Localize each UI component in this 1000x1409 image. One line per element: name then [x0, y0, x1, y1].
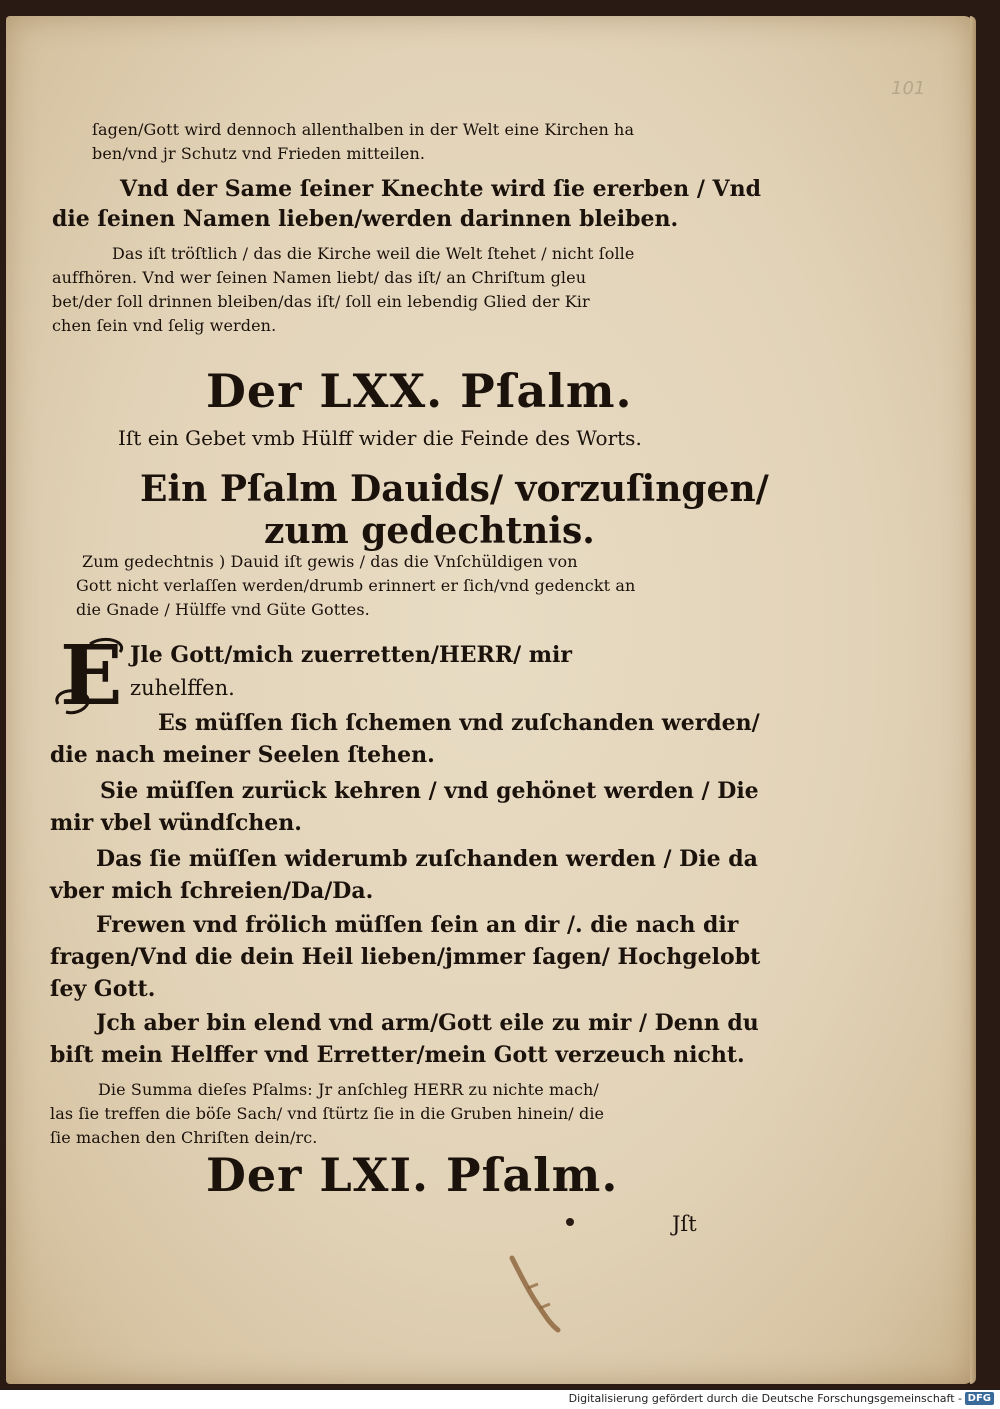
gloss-line: die Gnade / Hülffe vnd Güte Gottes.: [76, 600, 370, 619]
verse-line: die nach meiner Seelen ſtehen.: [50, 742, 435, 768]
verse-line: Frewen vnd frölich müſſen ſein an dir /. die nach dir: [96, 912, 739, 938]
gloss-line: Zum gedechtnis ) Dauid iſt gewis / das die Vnſchüldigen von: [82, 552, 578, 571]
initial-letter: E: [60, 628, 123, 724]
verse-line: Jch aber bin elend vnd arm/Gott eile zu mir / Denn du: [96, 1010, 759, 1036]
funding-notice: Digitalisierung gefördert durch die Deutsche Forschungsgemeinschaft -: [568, 1392, 962, 1405]
text-line: ben/vnd jr Schutz vnd Frieden mitteilen.: [92, 144, 426, 163]
verse-line: Es müſſen ſich ſchemen vnd zuſchanden werden/: [158, 710, 760, 736]
psalm-heading: Der LXX. Pſalm.: [206, 364, 633, 418]
verse-line: vber mich ſchreien/Da/Da.: [50, 878, 374, 904]
next-psalm-heading: Der LXI. Pſalm.: [206, 1148, 619, 1202]
psalm-title-line: Ein Pſalm Dauids/ vorzuſingen/: [140, 468, 769, 510]
summary-line: las ſie treffen die böſe Sach/ vnd ſtürtz ſie in die Gruben hinein/ die: [50, 1104, 605, 1123]
verse-line: Jle Gott/mich zuerretten/HERR/ mir: [130, 642, 572, 668]
book-page: [6, 16, 974, 1384]
verse-line: biſt mein Helffer vnd Erretter/mein Gott verzeuch nicht.: [50, 1042, 745, 1068]
gloss-line: auffhören. Vnd wer ſeinen Namen liebt/ das iſt/ an Chriſtum gleu: [52, 268, 587, 287]
text-line: ſagen/Gott wird dennoch allenthalben in der Welt eine Kirchen ha: [92, 120, 635, 139]
ink-dot: [566, 1218, 574, 1226]
gloss-line: bet/der ſoll drinnen bleiben/das iſt/ ſoll ein lebendig Glied der Kir: [52, 292, 590, 311]
dfg-logo: DFG: [965, 1392, 994, 1405]
verse-line: Sie müſſen zurück kehren / vnd gehönet werden / Die: [100, 778, 759, 804]
page-edge: [970, 16, 976, 1384]
summary-line: ſie machen den Chriſten dein/rc.: [50, 1128, 318, 1147]
verse-line: Vnd der Same ſeiner Knechte wird ſie ererben / Vnd: [120, 176, 761, 202]
decorated-initial: [50, 628, 130, 724]
summary-line: Die Summa dieſes Pſalms: Jr anſchleg HERR zu nichte mach/: [98, 1080, 599, 1099]
verse-line: zuhelffen.: [130, 676, 235, 700]
verse-line: die ſeinen Namen lieben/werden darinnen bleiben.: [52, 206, 679, 232]
verse-line: ſey Gott.: [50, 976, 156, 1002]
psalm-summary: Iſt ein Gebet vmb Hülff wider die Feinde des Worts.: [118, 426, 642, 450]
verse-line: Das ſie müſſen widerumb zuſchanden werden / Die da: [96, 846, 758, 872]
pencil-folio-number: 101: [891, 78, 926, 99]
gloss-line: chen ſein vnd ſelig werden.: [52, 316, 277, 335]
footer-bar: [0, 1390, 1000, 1409]
verse-line: fragen/Vnd die dein Heil lieben/jmmer ſagen/ Hochgelobt: [50, 944, 761, 970]
verse-line: mir vbel wündſchen.: [50, 810, 302, 836]
gloss-line: Das iſt tröſtlich / das die Kirche weil die Welt ſtehet / nicht ſolle: [112, 244, 635, 263]
gloss-line: Gott nicht verlaſſen werden/drumb erinnert er ſich/vnd gedenckt an: [76, 576, 636, 595]
paper-stain-icon: [506, 1254, 576, 1334]
catchword: Jſt: [672, 1212, 697, 1236]
psalm-title-line: zum gedechtnis.: [264, 510, 595, 552]
